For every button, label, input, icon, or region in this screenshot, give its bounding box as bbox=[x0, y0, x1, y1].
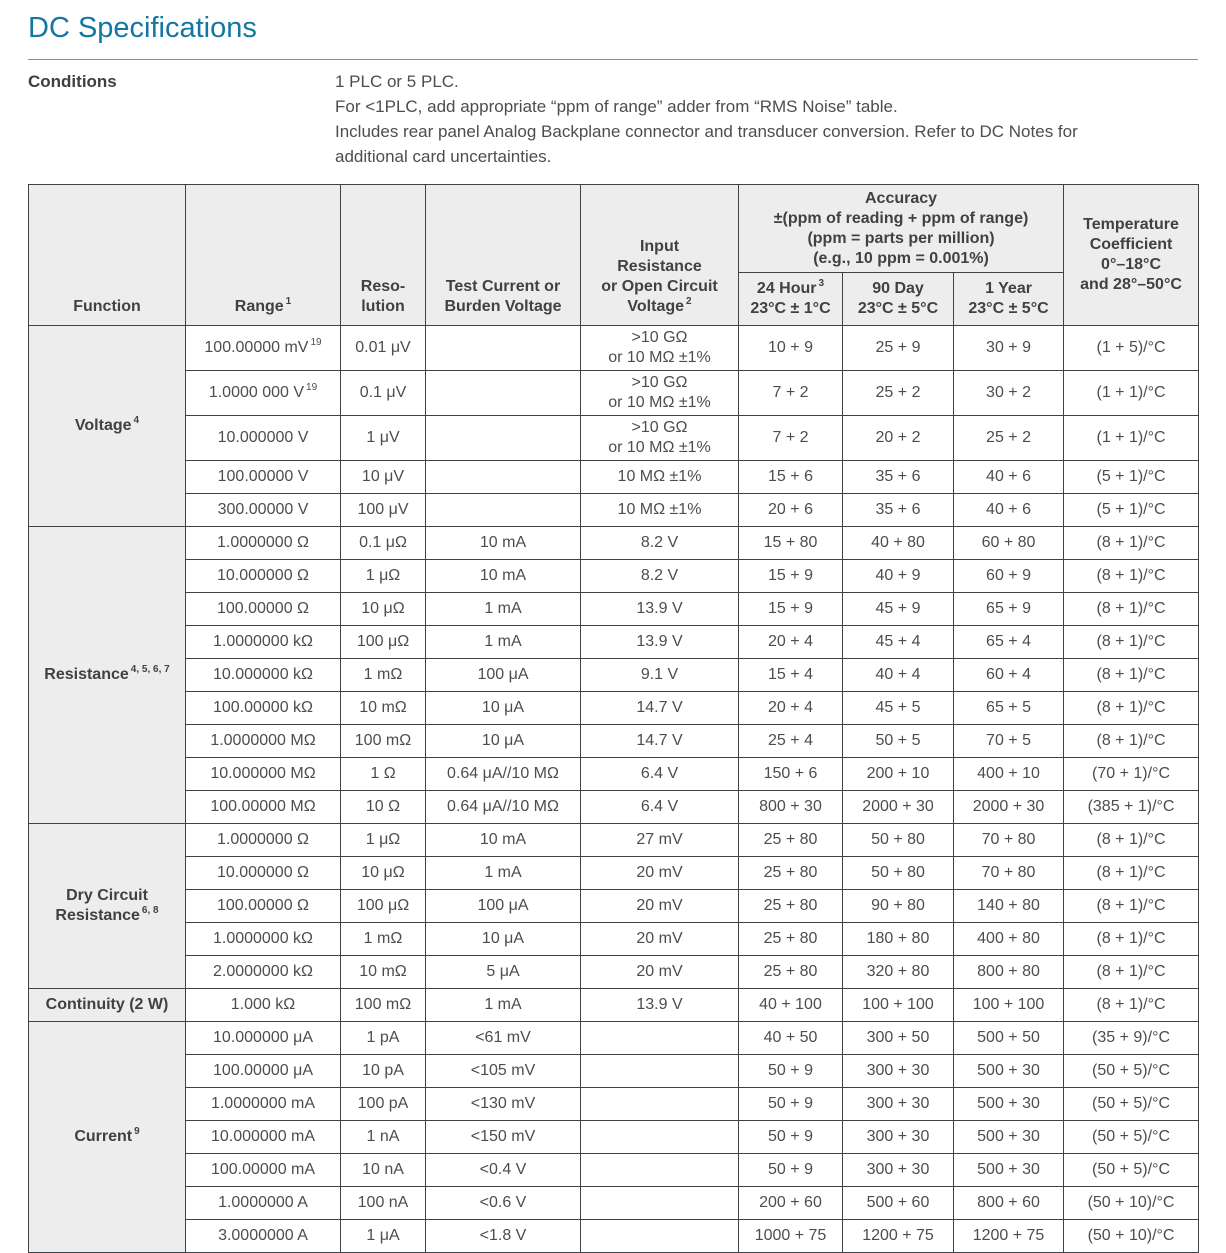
input-resistance-cell bbox=[581, 1187, 739, 1220]
table-row bbox=[29, 416, 1199, 461]
tempco-cell: (5 + 1)/°C bbox=[1064, 461, 1199, 494]
accuracy-24hour-cell: 50 + 9 bbox=[739, 1088, 843, 1121]
resolution-cell: 10 pA bbox=[341, 1055, 426, 1088]
test-current-cell: <1.8 V bbox=[426, 1220, 581, 1253]
table-row bbox=[29, 659, 1199, 692]
test-current-cell bbox=[426, 461, 581, 494]
conditions-line: 1 PLC or 5 PLC. bbox=[335, 72, 459, 92]
column-header-function: Function bbox=[29, 185, 186, 326]
resolution-cell: 10 mΩ bbox=[341, 956, 426, 989]
accuracy-90day-cell: 45 + 9 bbox=[843, 593, 954, 626]
accuracy-1year-cell: 2000 + 30 bbox=[954, 791, 1064, 824]
input-resistance-cell: 6.4 V bbox=[581, 758, 739, 791]
resolution-cell: 10 μV bbox=[341, 461, 426, 494]
tempco-cell: (50 + 5)/°C bbox=[1064, 1088, 1199, 1121]
range-cell: 10.000000 V bbox=[186, 416, 341, 461]
accuracy-24hour-cell: 20 + 4 bbox=[739, 692, 843, 725]
test-current-cell: <61 mV bbox=[426, 1022, 581, 1055]
input-resistance-cell: 20 mV bbox=[581, 857, 739, 890]
tempco-cell: (1 + 1)/°C bbox=[1064, 416, 1199, 461]
resolution-cell: 10 μΩ bbox=[341, 857, 426, 890]
accuracy-24hour-cell: 15 + 80 bbox=[739, 527, 843, 560]
range-cell: 1.0000000 MΩ bbox=[186, 725, 341, 758]
table-row bbox=[29, 923, 1199, 956]
input-resistance-cell: 14.7 V bbox=[581, 692, 739, 725]
table-row bbox=[29, 371, 1199, 416]
resolution-cell: 100 mΩ bbox=[341, 725, 426, 758]
table-row bbox=[29, 857, 1199, 890]
resolution-cell: 100 μΩ bbox=[341, 626, 426, 659]
resolution-cell: 0.1 μΩ bbox=[341, 527, 426, 560]
accuracy-1year-cell: 70 + 80 bbox=[954, 857, 1064, 890]
accuracy-24hour-cell: 25 + 80 bbox=[739, 824, 843, 857]
input-resistance-cell: 20 mV bbox=[581, 923, 739, 956]
test-current-cell: 10 mA bbox=[426, 527, 581, 560]
accuracy-24hour-cell: 20 + 4 bbox=[739, 626, 843, 659]
accuracy-90day-cell: 180 + 80 bbox=[843, 923, 954, 956]
table-row bbox=[29, 725, 1199, 758]
table-row bbox=[29, 824, 1199, 857]
accuracy-1year-cell: 40 + 6 bbox=[954, 494, 1064, 527]
column-header-tempco: Temperature Coefficient 0°–18°C and 28°–50°C bbox=[1064, 185, 1199, 326]
accuracy-90day-cell: 50 + 5 bbox=[843, 725, 954, 758]
tempco-cell: (8 + 1)/°C bbox=[1064, 527, 1199, 560]
accuracy-90day-cell: 200 + 10 bbox=[843, 758, 954, 791]
resolution-cell: 100 mΩ bbox=[341, 989, 426, 1022]
resolution-cell: 100 nA bbox=[341, 1187, 426, 1220]
accuracy-24hour-cell: 25 + 80 bbox=[739, 956, 843, 989]
accuracy-1year-cell: 500 + 30 bbox=[954, 1088, 1064, 1121]
input-resistance-cell: 8.2 V bbox=[581, 527, 739, 560]
test-current-cell: 10 μA bbox=[426, 923, 581, 956]
accuracy-90day-cell: 2000 + 30 bbox=[843, 791, 954, 824]
tempco-cell: (8 + 1)/°C bbox=[1064, 956, 1199, 989]
resolution-cell: 1 μΩ bbox=[341, 560, 426, 593]
test-current-cell: 1 mA bbox=[426, 626, 581, 659]
range-cell: 100.00000 Ω bbox=[186, 890, 341, 923]
tempco-cell: (1 + 1)/°C bbox=[1064, 371, 1199, 416]
table-row bbox=[29, 791, 1199, 824]
accuracy-1year-cell: 400 + 80 bbox=[954, 923, 1064, 956]
tempco-cell: (8 + 1)/°C bbox=[1064, 923, 1199, 956]
page-title: DC Specifications bbox=[28, 12, 257, 44]
range-cell: 1.0000000 A bbox=[186, 1187, 341, 1220]
function-cell: Current $^9$ bbox=[29, 1022, 186, 1253]
input-resistance-cell: 10 MΩ ±1% bbox=[581, 461, 739, 494]
function-cell: Continuity (2 W) bbox=[29, 989, 186, 1022]
table-row bbox=[29, 461, 1199, 494]
accuracy-24hour-cell: 1000 + 75 bbox=[739, 1220, 843, 1253]
range-cell: 300.00000 V bbox=[186, 494, 341, 527]
dc-specifications-table bbox=[28, 184, 1199, 1253]
table-row bbox=[29, 1220, 1199, 1253]
input-resistance-cell: 20 mV bbox=[581, 956, 739, 989]
accuracy-1year-cell: 1200 + 75 bbox=[954, 1220, 1064, 1253]
test-current-cell: <0.6 V bbox=[426, 1187, 581, 1220]
accuracy-90day-cell: 320 + 80 bbox=[843, 956, 954, 989]
accuracy-1year-cell: 140 + 80 bbox=[954, 890, 1064, 923]
resolution-cell: 0.1 μV bbox=[341, 371, 426, 416]
accuracy-1year-cell: 500 + 30 bbox=[954, 1055, 1064, 1088]
accuracy-90day-cell: 300 + 30 bbox=[843, 1055, 954, 1088]
accuracy-24hour-cell: 15 + 4 bbox=[739, 659, 843, 692]
accuracy-90day-cell: 300 + 30 bbox=[843, 1154, 954, 1187]
table-row bbox=[29, 1022, 1199, 1055]
resolution-cell: 1 μA bbox=[341, 1220, 426, 1253]
table-row bbox=[29, 989, 1199, 1022]
input-resistance-cell bbox=[581, 1220, 739, 1253]
accuracy-90day-cell: 500 + 60 bbox=[843, 1187, 954, 1220]
input-resistance-cell: 9.1 V bbox=[581, 659, 739, 692]
accuracy-1year-cell: 40 + 6 bbox=[954, 461, 1064, 494]
resolution-cell: 10 nA bbox=[341, 1154, 426, 1187]
input-resistance-cell bbox=[581, 1121, 739, 1154]
accuracy-1year-cell: 30 + 9 bbox=[954, 326, 1064, 371]
resolution-cell: 100 μV bbox=[341, 494, 426, 527]
tempco-cell: (8 + 1)/°C bbox=[1064, 725, 1199, 758]
conditions-line: Includes rear panel Analog Backplane connector and transducer conversion. Refer to DC Notes for additional card uncertainties. bbox=[335, 122, 1078, 167]
resolution-cell: 0.01 μV bbox=[341, 326, 426, 371]
range-cell: 1.000 kΩ bbox=[186, 989, 341, 1022]
test-current-cell: <150 mV bbox=[426, 1121, 581, 1154]
accuracy-24hour-cell: 25 + 80 bbox=[739, 890, 843, 923]
tempco-cell: (8 + 1)/°C bbox=[1064, 890, 1199, 923]
table-row bbox=[29, 494, 1199, 527]
tempco-cell: (8 + 1)/°C bbox=[1064, 593, 1199, 626]
input-resistance-cell: 13.9 V bbox=[581, 593, 739, 626]
input-resistance-cell: 20 mV bbox=[581, 890, 739, 923]
input-resistance-cell: 6.4 V bbox=[581, 791, 739, 824]
accuracy-24hour-cell: 800 + 30 bbox=[739, 791, 843, 824]
accuracy-90day-cell: 40 + 9 bbox=[843, 560, 954, 593]
accuracy-90day-cell: 45 + 5 bbox=[843, 692, 954, 725]
accuracy-24hour-cell: 40 + 50 bbox=[739, 1022, 843, 1055]
test-current-cell: <105 mV bbox=[426, 1055, 581, 1088]
accuracy-24hour-cell: 10 + 9 bbox=[739, 326, 843, 371]
accuracy-24hour-cell: 25 + 4 bbox=[739, 725, 843, 758]
column-header-range: Range $^1$ bbox=[186, 185, 341, 326]
column-header-24hour: 24 Hour $^3$ 23°C ± 1°C bbox=[739, 273, 843, 326]
table-row bbox=[29, 560, 1199, 593]
range-cell: 100.00000 MΩ bbox=[186, 791, 341, 824]
range-cell: 1.0000000 Ω bbox=[186, 527, 341, 560]
tempco-cell: (50 + 5)/°C bbox=[1064, 1055, 1199, 1088]
input-resistance-cell bbox=[581, 1088, 739, 1121]
table-row bbox=[29, 1088, 1199, 1121]
input-resistance-cell bbox=[581, 1154, 739, 1187]
accuracy-24hour-cell: 25 + 80 bbox=[739, 857, 843, 890]
column-header-input-resistance: Input Resistance or Open Circuit Voltage $^2$ bbox=[581, 185, 739, 326]
tempco-cell: (8 + 1)/°C bbox=[1064, 626, 1199, 659]
tempco-cell: (8 + 1)/°C bbox=[1064, 560, 1199, 593]
function-cell: Resistance $^{4, 5, 6, 7}$ bbox=[29, 527, 186, 824]
table-row bbox=[29, 1187, 1199, 1220]
table-row bbox=[29, 1154, 1199, 1187]
accuracy-24hour-cell: 50 + 9 bbox=[739, 1121, 843, 1154]
conditions-block bbox=[28, 69, 1198, 169]
accuracy-24hour-cell: 50 + 9 bbox=[739, 1154, 843, 1187]
accuracy-1year-cell: 25 + 2 bbox=[954, 416, 1064, 461]
test-current-cell bbox=[426, 494, 581, 527]
accuracy-24hour-cell: 25 + 80 bbox=[739, 923, 843, 956]
input-resistance-cell: >10 GΩ or 10 MΩ ±1% bbox=[581, 371, 739, 416]
range-cell: 100.00000 μA bbox=[186, 1055, 341, 1088]
accuracy-90day-cell: 1200 + 75 bbox=[843, 1220, 954, 1253]
test-current-cell: 0.64 μA//10 MΩ bbox=[426, 758, 581, 791]
conditions-line: For <1PLC, add appropriate “ppm of range” adder from “RMS Noise” table. bbox=[335, 97, 898, 117]
accuracy-1year-cell: 400 + 10 bbox=[954, 758, 1064, 791]
column-header-90day: 90 Day 23°C ± 5°C bbox=[843, 273, 954, 326]
test-current-cell: 100 μA bbox=[426, 890, 581, 923]
input-resistance-cell: 13.9 V bbox=[581, 989, 739, 1022]
conditions-text bbox=[335, 69, 1155, 169]
resolution-cell: 10 μΩ bbox=[341, 593, 426, 626]
resolution-cell: 10 Ω bbox=[341, 791, 426, 824]
accuracy-90day-cell: 100 + 100 bbox=[843, 989, 954, 1022]
range-cell: 10.000000 μA bbox=[186, 1022, 341, 1055]
accuracy-1year-cell: 70 + 80 bbox=[954, 824, 1064, 857]
range-cell: 100.00000 V bbox=[186, 461, 341, 494]
tempco-cell: (1 + 5)/°C bbox=[1064, 326, 1199, 371]
tempco-cell: (5 + 1)/°C bbox=[1064, 494, 1199, 527]
table-row bbox=[29, 326, 1199, 371]
resolution-cell: 100 pA bbox=[341, 1088, 426, 1121]
tempco-cell: (385 + 1)/°C bbox=[1064, 791, 1199, 824]
table-row bbox=[29, 1055, 1199, 1088]
range-cell: 100.00000 kΩ bbox=[186, 692, 341, 725]
range-cell: 10.000000 Ω bbox=[186, 857, 341, 890]
resolution-cell: 1 nA bbox=[341, 1121, 426, 1154]
accuracy-90day-cell: 50 + 80 bbox=[843, 824, 954, 857]
tempco-cell: (8 + 1)/°C bbox=[1064, 824, 1199, 857]
conditions-label: Conditions bbox=[28, 72, 117, 92]
test-current-cell: <0.4 V bbox=[426, 1154, 581, 1187]
tempco-cell: (8 + 1)/°C bbox=[1064, 692, 1199, 725]
accuracy-1year-cell: 65 + 9 bbox=[954, 593, 1064, 626]
function-cell: Dry Circuit Resistance $^{6, 8}$ bbox=[29, 824, 186, 989]
accuracy-24hour-cell: 150 + 6 bbox=[739, 758, 843, 791]
test-current-cell: 10 mA bbox=[426, 560, 581, 593]
tempco-cell: (50 + 5)/°C bbox=[1064, 1121, 1199, 1154]
accuracy-90day-cell: 20 + 2 bbox=[843, 416, 954, 461]
range-cell: 2.0000000 kΩ bbox=[186, 956, 341, 989]
accuracy-90day-cell: 50 + 80 bbox=[843, 857, 954, 890]
tempco-cell: (70 + 1)/°C bbox=[1064, 758, 1199, 791]
tempco-cell: (8 + 1)/°C bbox=[1064, 659, 1199, 692]
accuracy-24hour-cell: 15 + 6 bbox=[739, 461, 843, 494]
resolution-cell: 1 μΩ bbox=[341, 824, 426, 857]
function-cell: Voltage $^4$ bbox=[29, 326, 186, 527]
test-current-cell bbox=[426, 371, 581, 416]
accuracy-24hour-cell: 40 + 100 bbox=[739, 989, 843, 1022]
accuracy-1year-cell: 70 + 5 bbox=[954, 725, 1064, 758]
table-row bbox=[29, 1121, 1199, 1154]
range-cell: 10.000000 MΩ bbox=[186, 758, 341, 791]
accuracy-1year-cell: 800 + 60 bbox=[954, 1187, 1064, 1220]
accuracy-90day-cell: 300 + 30 bbox=[843, 1121, 954, 1154]
tempco-cell: (35 + 9)/°C bbox=[1064, 1022, 1199, 1055]
range-cell: 100.00000 mA bbox=[186, 1154, 341, 1187]
input-resistance-cell: >10 GΩ or 10 MΩ ±1% bbox=[581, 416, 739, 461]
range-cell: 1.0000000 mA bbox=[186, 1088, 341, 1121]
accuracy-1year-cell: 500 + 30 bbox=[954, 1154, 1064, 1187]
test-current-cell: 0.64 μA//10 MΩ bbox=[426, 791, 581, 824]
resolution-cell: 100 μΩ bbox=[341, 890, 426, 923]
input-resistance-cell: 27 mV bbox=[581, 824, 739, 857]
test-current-cell: 5 μA bbox=[426, 956, 581, 989]
accuracy-90day-cell: 40 + 80 bbox=[843, 527, 954, 560]
range-cell: 1.0000000 kΩ bbox=[186, 626, 341, 659]
range-cell: 1.0000 000 V $^{19}$ bbox=[186, 371, 341, 416]
table-row bbox=[29, 956, 1199, 989]
input-resistance-cell bbox=[581, 1055, 739, 1088]
accuracy-90day-cell: 300 + 30 bbox=[843, 1088, 954, 1121]
resolution-cell: 1 Ω bbox=[341, 758, 426, 791]
accuracy-24hour-cell: 7 + 2 bbox=[739, 371, 843, 416]
accuracy-90day-cell: 45 + 4 bbox=[843, 626, 954, 659]
tempco-cell: (50 + 10)/°C bbox=[1064, 1220, 1199, 1253]
tempco-cell: (50 + 10)/°C bbox=[1064, 1187, 1199, 1220]
title-divider bbox=[28, 59, 1198, 60]
accuracy-90day-cell: 40 + 4 bbox=[843, 659, 954, 692]
range-cell: 1.0000000 kΩ bbox=[186, 923, 341, 956]
accuracy-90day-cell: 35 + 6 bbox=[843, 461, 954, 494]
range-cell: 10.000000 mA bbox=[186, 1121, 341, 1154]
test-current-cell: 10 mA bbox=[426, 824, 581, 857]
column-header-accuracy-group: Accuracy ±(ppm of reading + ppm of range) (ppm = parts per million) (e.g., 10 ppm = 0.001%) bbox=[739, 185, 1064, 273]
accuracy-24hour-cell: 50 + 9 bbox=[739, 1055, 843, 1088]
accuracy-24hour-cell: 7 + 2 bbox=[739, 416, 843, 461]
range-cell: 100.00000 mV $^{19}$ bbox=[186, 326, 341, 371]
accuracy-1year-cell: 500 + 30 bbox=[954, 1121, 1064, 1154]
table-row bbox=[29, 626, 1199, 659]
accuracy-1year-cell: 60 + 80 bbox=[954, 527, 1064, 560]
accuracy-90day-cell: 300 + 50 bbox=[843, 1022, 954, 1055]
accuracy-1year-cell: 500 + 50 bbox=[954, 1022, 1064, 1055]
test-current-cell bbox=[426, 416, 581, 461]
input-resistance-cell: 14.7 V bbox=[581, 725, 739, 758]
tempco-cell: (50 + 5)/°C bbox=[1064, 1154, 1199, 1187]
table-row bbox=[29, 527, 1199, 560]
table-row bbox=[29, 593, 1199, 626]
accuracy-1year-cell: 100 + 100 bbox=[954, 989, 1064, 1022]
tempco-cell: (8 + 1)/°C bbox=[1064, 989, 1199, 1022]
table-row bbox=[29, 692, 1199, 725]
range-cell: 3.0000000 A bbox=[186, 1220, 341, 1253]
resolution-cell: 1 mΩ bbox=[341, 923, 426, 956]
table-row bbox=[29, 758, 1199, 791]
accuracy-90day-cell: 25 + 9 bbox=[843, 326, 954, 371]
accuracy-24hour-cell: 20 + 6 bbox=[739, 494, 843, 527]
test-current-cell: 100 μA bbox=[426, 659, 581, 692]
accuracy-1year-cell: 65 + 5 bbox=[954, 692, 1064, 725]
accuracy-24hour-cell: 15 + 9 bbox=[739, 560, 843, 593]
accuracy-1year-cell: 60 + 4 bbox=[954, 659, 1064, 692]
test-current-cell bbox=[426, 326, 581, 371]
accuracy-24hour-cell: 15 + 9 bbox=[739, 593, 843, 626]
resolution-cell: 1 μV bbox=[341, 416, 426, 461]
accuracy-90day-cell: 90 + 80 bbox=[843, 890, 954, 923]
resolution-cell: 1 pA bbox=[341, 1022, 426, 1055]
input-resistance-cell: >10 GΩ or 10 MΩ ±1% bbox=[581, 326, 739, 371]
resolution-cell: 10 mΩ bbox=[341, 692, 426, 725]
accuracy-24hour-cell: 200 + 60 bbox=[739, 1187, 843, 1220]
accuracy-1year-cell: 30 + 2 bbox=[954, 371, 1064, 416]
input-resistance-cell: 8.2 V bbox=[581, 560, 739, 593]
test-current-cell: 10 μA bbox=[426, 692, 581, 725]
test-current-cell: 1 mA bbox=[426, 593, 581, 626]
test-current-cell: <130 mV bbox=[426, 1088, 581, 1121]
accuracy-90day-cell: 25 + 2 bbox=[843, 371, 954, 416]
accuracy-1year-cell: 60 + 9 bbox=[954, 560, 1064, 593]
column-header-resolution: Reso- lution bbox=[341, 185, 426, 326]
accuracy-90day-cell: 35 + 6 bbox=[843, 494, 954, 527]
accuracy-1year-cell: 65 + 4 bbox=[954, 626, 1064, 659]
range-cell: 1.0000000 Ω bbox=[186, 824, 341, 857]
column-header-1year: 1 Year 23°C ± 5°C bbox=[954, 273, 1064, 326]
test-current-cell: 1 mA bbox=[426, 989, 581, 1022]
input-resistance-cell: 13.9 V bbox=[581, 626, 739, 659]
input-resistance-cell: 10 MΩ ±1% bbox=[581, 494, 739, 527]
table-row bbox=[29, 890, 1199, 923]
range-cell: 10.000000 Ω bbox=[186, 560, 341, 593]
input-resistance-cell bbox=[581, 1022, 739, 1055]
range-cell: 100.00000 Ω bbox=[186, 593, 341, 626]
resolution-cell: 1 mΩ bbox=[341, 659, 426, 692]
column-header-test-current: Test Current or Burden Voltage bbox=[426, 185, 581, 326]
test-current-cell: 1 mA bbox=[426, 857, 581, 890]
test-current-cell: 10 μA bbox=[426, 725, 581, 758]
tempco-cell: (8 + 1)/°C bbox=[1064, 857, 1199, 890]
range-cell: 10.000000 kΩ bbox=[186, 659, 341, 692]
accuracy-1year-cell: 800 + 80 bbox=[954, 956, 1064, 989]
